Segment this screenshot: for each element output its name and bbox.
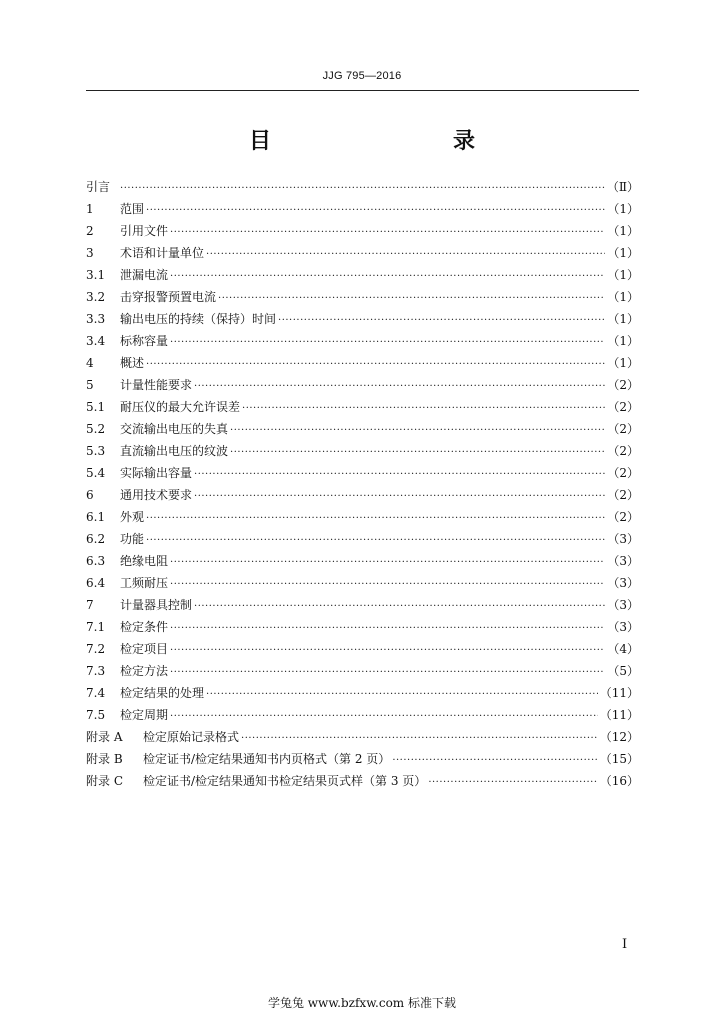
toc-entry-title: 标称容量 [120, 334, 169, 348]
toc-entry-title: 检定证书/检定结果通知书检定结果页式样（第 3 页） [143, 774, 427, 788]
toc-entry[interactable] [86, 418, 639, 440]
toc-entry-page: （1） [607, 224, 639, 238]
page-number: I [622, 937, 628, 952]
toc-entry-number: 7 [86, 598, 94, 612]
toc-entry[interactable] [86, 176, 639, 198]
toc-entry-page: （2） [607, 466, 639, 480]
toc-entry-number: 5.2 [86, 422, 106, 436]
toc-dot-leader [194, 596, 605, 616]
toc-entry-title: 检定原始记录格式 [143, 730, 240, 744]
toc-entry-title: 耐压仪的最大允许误差 [120, 400, 241, 414]
toc-entry-page: （11） [599, 686, 639, 700]
toc-entry-title: 检定条件 [120, 620, 169, 634]
toc-entry-page: （11） [599, 708, 639, 722]
toc-entry[interactable] [86, 770, 639, 792]
toc-entry[interactable] [86, 660, 639, 682]
toc-dot-leader [194, 464, 605, 484]
toc-dot-leader [170, 222, 605, 242]
toc-entry-title: 范围 [120, 202, 145, 216]
toc-entry-title: 通用技术要求 [120, 488, 193, 502]
toc-dot-leader [278, 310, 605, 330]
toc-dot-leader [218, 288, 605, 308]
toc-entry-page: （3） [607, 620, 639, 634]
toc-entry[interactable] [86, 638, 639, 660]
toc-entry[interactable] [86, 506, 639, 528]
document-code-header: JJG 795—2016 [322, 70, 402, 82]
toc-dot-leader [146, 354, 605, 374]
toc-dot-leader [146, 200, 605, 220]
toc-dot-leader [146, 530, 605, 550]
toc-entry-title: 交流输出电压的失真 [120, 422, 229, 436]
toc-entry-number: 3 [86, 246, 94, 260]
toc-entry-title: 外观 [120, 510, 145, 524]
toc-entry[interactable] [86, 682, 639, 704]
toc-dot-leader [170, 332, 605, 352]
toc-entry[interactable] [86, 550, 639, 572]
toc-entry-number: 3.3 [86, 312, 106, 326]
toc-entry-number: 7.3 [86, 664, 106, 678]
toc-entry[interactable] [86, 242, 639, 264]
toc-entry-number: 6.2 [86, 532, 106, 546]
toc-entry-number: 附录 A [86, 730, 123, 744]
toc-entry-page: （3） [607, 532, 639, 546]
toc-entry[interactable] [86, 528, 639, 550]
toc-entry[interactable] [86, 462, 639, 484]
toc-entry-page: （15） [599, 752, 639, 766]
toc-dot-leader [170, 618, 605, 638]
toc-dot-leader [206, 684, 598, 704]
toc-entry-number: 3.1 [86, 268, 106, 282]
toc-entry-number: 5.4 [86, 466, 106, 480]
toc-dot-leader [194, 376, 605, 396]
toc-dot-leader [241, 728, 598, 748]
header-rule [86, 90, 639, 91]
toc-dot-leader [170, 266, 605, 286]
toc-entry-number: 5.1 [86, 400, 106, 414]
toc-entry-title: 计量器具控制 [120, 598, 193, 612]
toc-entry[interactable] [86, 704, 639, 726]
toc-dot-leader [230, 442, 605, 462]
toc-entry-page: （1） [607, 246, 639, 260]
toc-entry-page: （2） [607, 400, 639, 414]
toc-entry[interactable] [86, 440, 639, 462]
toc-entry-number: 附录 B [86, 752, 123, 766]
footer-watermark-text: 学兔兔 www.bzfxw.com 标准下载 [267, 996, 457, 1010]
toc-entry-title: 术语和计量单位 [120, 246, 205, 260]
toc-entry-page: （3） [607, 598, 639, 612]
toc-entry-page: （2） [607, 444, 639, 458]
toc-entry-page: （1） [607, 334, 639, 348]
table-of-contents [86, 176, 639, 792]
toc-entry[interactable] [86, 286, 639, 308]
toc-entry-page: （2） [607, 378, 639, 392]
toc-dot-leader [170, 574, 605, 594]
toc-entry-page: （2） [607, 488, 639, 502]
toc-entry[interactable] [86, 264, 639, 286]
toc-entry-page: （1） [607, 290, 639, 304]
toc-entry-number: 7.5 [86, 708, 106, 722]
toc-entry-number: 3.2 [86, 290, 106, 304]
toc-entry-number: 2 [86, 224, 94, 238]
toc-entry-page: （4） [607, 642, 639, 656]
toc-entry[interactable] [86, 352, 639, 374]
toc-entry-page: （1） [607, 312, 639, 326]
toc-entry-page: （3） [607, 576, 639, 590]
toc-entry[interactable] [86, 748, 639, 770]
toc-entry-title: 检定结果的处理 [120, 686, 205, 700]
toc-entry-title: 绝缘电阻 [120, 554, 169, 568]
toc-dot-leader [170, 706, 598, 726]
toc-entry-number: 7.1 [86, 620, 106, 634]
toc-entry-page: （1） [607, 202, 639, 216]
toc-entry-number: 5 [86, 378, 94, 392]
toc-entry-title: 实际输出容量 [120, 466, 193, 480]
toc-entry-title: 工频耐压 [120, 576, 169, 590]
toc-entry-page: （Ⅱ） [606, 180, 639, 194]
toc-entry-title: 检定证书/检定结果通知书内页格式（第 2 页） [143, 752, 391, 766]
toc-dot-leader [170, 640, 605, 660]
toc-dot-leader [194, 486, 605, 506]
toc-dot-leader [120, 178, 605, 198]
toc-entry-number: 1 [86, 202, 94, 216]
toc-entry-page: （1） [607, 268, 639, 282]
toc-entry-page: （16） [599, 774, 639, 788]
toc-entry-number: 7.2 [86, 642, 106, 656]
toc-entry-number: 3.4 [86, 334, 106, 348]
toc-entry-title: 概述 [120, 356, 145, 370]
toc-entry[interactable] [86, 572, 639, 594]
toc-entry[interactable] [86, 308, 639, 330]
toc-entry-title: 功能 [120, 532, 145, 546]
toc-entry-number: 5.3 [86, 444, 106, 458]
toc-entry-number: 6 [86, 488, 94, 502]
toc-entry-page: （12） [599, 730, 639, 744]
toc-entry-number: 6.3 [86, 554, 106, 568]
toc-entry[interactable] [86, 396, 639, 418]
page-title: 目 录 [248, 128, 521, 154]
toc-dot-leader [230, 420, 605, 440]
toc-dot-leader [242, 398, 605, 418]
toc-entry-title: 泄漏电流 [120, 268, 169, 282]
toc-entry-title: 检定周期 [120, 708, 169, 722]
toc-entry-title: 检定项目 [120, 642, 169, 656]
toc-entry[interactable] [86, 220, 639, 242]
toc-dot-leader [392, 750, 597, 770]
toc-entry[interactable] [86, 484, 639, 506]
toc-entry-title: 引用文件 [120, 224, 169, 238]
toc-dot-leader [206, 244, 605, 264]
toc-entry-page: （1） [607, 356, 639, 370]
toc-dot-leader [146, 508, 605, 528]
toc-entry-number: 7.4 [86, 686, 106, 700]
toc-entry[interactable] [86, 616, 639, 638]
toc-entry[interactable] [86, 374, 639, 396]
toc-dot-leader [170, 552, 605, 572]
toc-entry-page: （3） [607, 554, 639, 568]
toc-entry-number: 4 [86, 356, 94, 370]
toc-entry-title: 检定方法 [120, 664, 169, 678]
toc-entry-title: 直流输出电压的纹波 [120, 444, 229, 458]
toc-entry-title: 击穿报警预置电流 [120, 290, 217, 304]
toc-entry-page: （2） [607, 422, 639, 436]
toc-entry[interactable] [86, 594, 639, 616]
toc-entry[interactable] [86, 726, 639, 748]
toc-entry-number: 附录 C [86, 774, 123, 788]
toc-entry-page: （2） [607, 510, 639, 524]
toc-entry-page: （5） [607, 664, 639, 678]
toc-entry-title: 计量性能要求 [120, 378, 193, 392]
toc-entry[interactable] [86, 198, 639, 220]
toc-entry-number: 6.1 [86, 510, 106, 524]
toc-dot-leader [170, 662, 605, 682]
toc-entry-number: 引言 [86, 180, 111, 194]
toc-entry-title: 输出电压的持续（保持）时间 [120, 312, 277, 326]
toc-entry[interactable] [86, 330, 639, 352]
toc-dot-leader [428, 772, 597, 792]
toc-entry-number: 6.4 [86, 576, 106, 590]
